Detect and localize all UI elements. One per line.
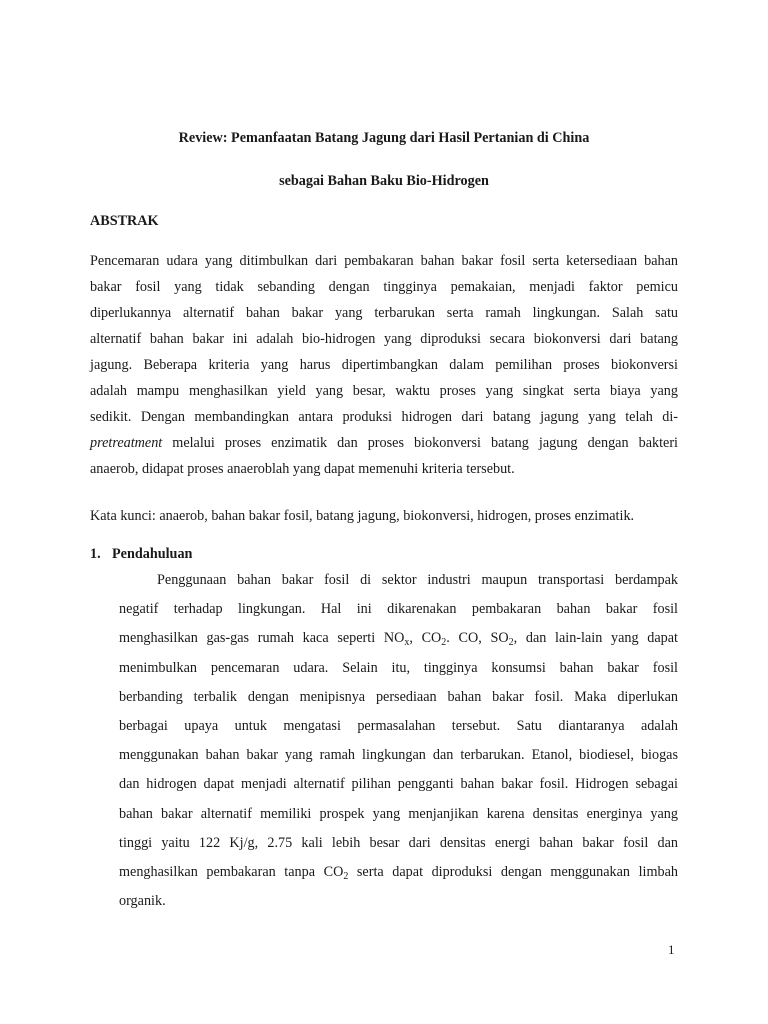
body-text: menghasilkan gas-gas rumah kaca seperti NO (119, 630, 405, 647)
body-line: menimbulkan pencemaran udara. Selain itu, tingginya konsumsi bahan bakar fosil (119, 659, 678, 676)
body-line: dan hidrogen dapat menjadi alternatif pilihan pengganti bahan bakar fosil. Hidrogen sebagai (119, 776, 678, 793)
abstract-line: adalah mampu menghasilkan yield yang besar, waktu proses yang singkat serta biaya yang (90, 383, 678, 399)
body-text: , dan lain-lain yang dapat (513, 630, 678, 647)
subscript: x (404, 637, 410, 649)
abstract-line: Pencemaran udara yang ditimbulkan dari pembakaran bahan bakar fosil serta ketersediaan bahan (90, 253, 678, 269)
keywords: Kata kunci: anaerob, bahan bakar fosil, batang jagung, biokonversi, hidrogen, proses enzimatik. (90, 508, 635, 524)
abstract-paragraph (90, 248, 678, 482)
abstract-line: anaerob, didapat proses anaeroblah yang dapat memenuhi kriteria tersebut. (90, 461, 515, 477)
abstract-line: sedikit. Dengan membandingkan antara produksi hidrogen dari batang jagung yang telah di- (90, 409, 678, 425)
section-number: 1. (90, 546, 101, 562)
subscript: 2 (508, 637, 514, 649)
body-text: serta dapat diproduksi dengan menggunakan limbah (348, 863, 679, 880)
abstract-line: bakar fosil yang tidak sebanding dengan tingginya pemakaian, menjadi faktor pemicu (90, 279, 678, 295)
body-text: . CO, SO (446, 630, 509, 647)
body-line (119, 624, 678, 653)
body-line: bahan bakar alternatif memiliki prospek yang menjanjikan karena densitas energinya yang (119, 805, 678, 822)
body-line: berbagai upaya untuk mengatasi permasalahan tersebut. Satu diantaranya adalah (119, 717, 678, 734)
section-heading (90, 541, 192, 567)
page-number: 1 (668, 942, 675, 957)
abstract-line (90, 430, 678, 456)
abstract-line: jagung. Beberapa kriteria yang harus dipertimbangkan dalam pemilihan proses biokonversi (90, 357, 678, 373)
abstract-line: alternatif bahan bakar ini adalah bio-hidrogen yang diproduksi secara biokonversi dari batang (90, 331, 678, 347)
title-line-1: Review: Pemanfaatan Batang Jagung dari Hasil Pertanian di China (178, 130, 590, 146)
section-body (119, 566, 678, 916)
body-line: Penggunaan bahan bakar fosil di sektor industri maupun transportasi berdampak (157, 572, 678, 588)
body-line: tinggi yaitu 122 Kj/g, 2.75 kali lebih besar dari densitas energi bahan bakar fosil dan (119, 834, 678, 851)
pretreatment-term: pretreatment (90, 435, 163, 451)
title-line-2: sebagai Bahan Baku Bio-Hidrogen (279, 173, 489, 189)
body-text: menghasilkan pembakaran tanpa CO (119, 863, 344, 880)
body-line: organik. (119, 893, 166, 910)
subscript: 2 (343, 870, 349, 882)
abstract-heading: ABSTRAK (90, 213, 159, 229)
body-line: berbanding terbalik dengan menipisnya persediaan bahan bakar fosil. Maka diperlukan (119, 688, 678, 705)
subscript: 2 (441, 637, 447, 649)
section-title: Pendahuluan (112, 546, 193, 562)
body-line: negatif terhadap lingkungan. Hal ini dikarenakan pembakaran bahan bakar fosil (119, 601, 678, 618)
abstract-line: diperlukannya alternatif bahan bakar yang terbarukan serta ramah lingkungan. Salah satu (90, 305, 678, 321)
body-line (119, 858, 678, 887)
body-text: , CO (409, 630, 442, 647)
body-line: menggunakan bahan bakar yang ramah lingkungan dan terbarukan. Etanol, biodiesel, biogas (119, 747, 678, 764)
abstract-line-text: melalui proses enzimatik dan proses biokonversi batang jagung dengan bakteri (162, 435, 678, 451)
